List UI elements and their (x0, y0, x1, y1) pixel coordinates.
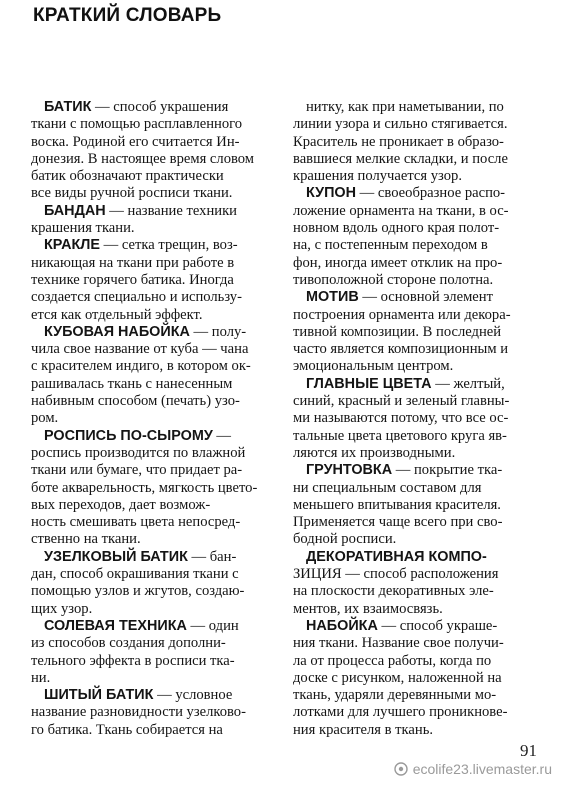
glossary-entry (31, 428, 271, 549)
definition-text: го батика. Ткань собирается на (31, 721, 223, 738)
entry-line (31, 514, 271, 531)
definition-text: — способ украше- (377, 617, 498, 634)
entry-line (293, 151, 540, 168)
definition-text: — своеобразное распо- (356, 185, 506, 202)
definition-text: помощью узлов и жгутов, создаю- (31, 583, 245, 600)
entry-line (31, 531, 271, 548)
watermark (394, 761, 552, 777)
entry-line (293, 653, 540, 670)
entry-line (31, 134, 271, 151)
entry-line (293, 531, 540, 548)
definition-text: ЗИЦИЯ — способ расположения (293, 566, 499, 583)
definition-text: на плоскости декоративных эле- (293, 583, 494, 600)
definition-text: ложение орнамента на ткани, в ос- (293, 202, 509, 219)
definition-text: ткани или бумаге, что придает ра- (31, 462, 243, 479)
definition-text: чила свое название от куба — чана (31, 341, 249, 358)
entry-line (31, 151, 271, 168)
entry-line (293, 358, 540, 375)
glossary-term: МОТИВ (306, 289, 359, 306)
entry-line (31, 618, 271, 635)
glossary-entry (31, 203, 271, 238)
definition-text: тивной композиции. В последней (293, 323, 502, 340)
glossary-term: НАБОЙКА (306, 617, 378, 634)
definition-text: вых переходов, дает возмож- (31, 496, 211, 513)
entry-line (31, 583, 271, 600)
glossary-entry (293, 99, 540, 185)
glossary-entry (31, 687, 271, 739)
definition-text: тельного эффекта в росписи тка- (31, 652, 235, 669)
entry-line (31, 687, 271, 704)
glossary-entry (31, 618, 271, 687)
entry-line (293, 549, 540, 566)
livemaster-logo-icon (394, 762, 408, 776)
entry-line (31, 462, 271, 479)
definition-text: все виды ручной росписи ткани. (31, 185, 233, 202)
definition-text: набивным способом (печать) узо- (31, 393, 240, 410)
definition-text: крашения получается узор. (293, 168, 462, 185)
glossary-entry (293, 462, 540, 548)
definition-text: — бан- (187, 548, 237, 565)
entry-line (31, 324, 271, 341)
entry-line (293, 670, 540, 687)
definition-text: построения орнамента или декора- (293, 306, 511, 323)
entry-line (31, 410, 271, 427)
entry-line (293, 722, 540, 739)
definition-text: ми называются потому, что все ос- (293, 410, 509, 427)
definition-text: донезия. В настоящее время словом (31, 150, 255, 167)
entry-line (293, 203, 540, 220)
page-heading: КРАТКИЙ СЛОВАРЬ (33, 5, 222, 26)
glossary-entry (293, 618, 540, 739)
entry-line (293, 289, 540, 306)
definition-text: новном вдоль одного края полот- (293, 220, 500, 237)
definition-text: — название техники (105, 202, 237, 219)
definition-text: — желтый, (431, 375, 505, 392)
entry-line (293, 116, 540, 133)
entry-line (293, 168, 540, 185)
glossary-entry (293, 376, 540, 462)
entry-line (31, 289, 271, 306)
definition-text: боте акварельность, мягкость цвето- (31, 479, 258, 496)
definition-text: меньшего впитывания красителя. (293, 496, 501, 513)
entry-line (293, 237, 540, 254)
entry-line (31, 376, 271, 393)
entry-line (293, 341, 540, 358)
glossary-term: КРАКЛЕ (44, 237, 100, 254)
definition-text: доске с рисунком, наложенной на (293, 669, 502, 686)
definition-text: название разновидности узелково- (31, 704, 246, 721)
entry-line (31, 99, 271, 116)
glossary-entry (31, 324, 271, 428)
glossary-term: РОСПИСЬ ПО-СЫРОМУ (44, 427, 213, 444)
entry-line (293, 376, 540, 393)
entry-line (293, 445, 540, 462)
entry-line (31, 722, 271, 739)
definition-text: дан, способ окрашивания ткани с (31, 566, 239, 583)
entry-line (293, 601, 540, 618)
entry-line (293, 462, 540, 479)
definition-text: ется как отдельный эффект. (31, 306, 203, 323)
glossary-entry (293, 185, 540, 289)
glossary-term: УЗЕЛКОВЫЙ БАТИК (44, 548, 188, 565)
page-number: 91 (520, 741, 537, 760)
glossary-entry (293, 549, 540, 618)
definition-text: линии узора и сильно стягивается. (293, 116, 508, 133)
entry-line (293, 220, 540, 237)
definition-text: эмоциональным центром. (293, 358, 454, 375)
definition-text: технике горячего батика. Иногда (31, 271, 234, 288)
entry-line (293, 307, 540, 324)
definition-text: — полу- (189, 323, 247, 340)
entry-line (31, 220, 271, 237)
entry-line (293, 704, 540, 721)
definition-text: — покрытие тка- (392, 462, 503, 479)
watermark-text: ecolife23.livemaster.ru (412, 761, 552, 777)
entry-line (31, 185, 271, 202)
definition-text: — сетка трещин, воз- (100, 237, 238, 254)
entry-line (31, 601, 271, 618)
definition-text: вавшиеся мелкие складки, и после (293, 150, 508, 167)
definition-text: ром. (31, 410, 59, 427)
entry-line (31, 428, 271, 445)
entry-line (293, 566, 540, 583)
entry-line (31, 168, 271, 185)
entry-line (293, 687, 540, 704)
glossary-entry (31, 549, 271, 618)
entry-line (293, 514, 540, 531)
entry-line (293, 618, 540, 635)
entry-line (31, 116, 271, 133)
entry-line (31, 445, 271, 462)
entry-line (31, 670, 271, 687)
entry-line (293, 255, 540, 272)
entry-line (31, 704, 271, 721)
definition-text: бодной росписи. (293, 531, 397, 548)
definition-text: — способ украшения (91, 99, 229, 115)
entry-line (31, 237, 271, 254)
definition-text: на, с постепенным переходом в (293, 237, 488, 254)
entry-line (31, 393, 271, 410)
entry-line (31, 653, 271, 670)
definition-text: воска. Родиной его считается Ин- (31, 133, 240, 150)
entry-line (293, 480, 540, 497)
definition-text: ность смешивать цвета непосред- (31, 514, 241, 531)
entry-line (31, 635, 271, 652)
entry-line (31, 307, 271, 324)
definition-text: ния ткани. Название свое получи- (293, 635, 504, 652)
glossary-entry (31, 99, 271, 203)
entry-line (31, 497, 271, 514)
entry-line (293, 185, 540, 202)
definition-text: Краситель не проникает в образо- (293, 133, 504, 150)
definition-text: ния красителя в ткань. (293, 721, 434, 738)
glossary-term: КУПОН (306, 185, 357, 202)
entry-line (293, 428, 540, 445)
definition-text: — один (186, 617, 239, 634)
definition-text: никающая на ткани при работе в (31, 254, 235, 271)
glossary-term: СОЛЕВАЯ ТЕХНИКА (44, 617, 187, 634)
entry-line (293, 272, 540, 289)
definition-text: щих узор. (31, 600, 93, 617)
definition-text: — основной элемент (358, 289, 493, 306)
definition-text: нитку, как при наметывании, по (306, 99, 504, 115)
definition-text: с красителем индиго, в котором ок- (31, 358, 251, 375)
definition-text: лотками для лучшего проникнове- (293, 704, 508, 721)
entry-line (293, 99, 540, 116)
definition-text: роспись производится по влажной (31, 444, 246, 461)
definition-text: — (212, 427, 232, 444)
entry-line (31, 255, 271, 272)
glossary-entry (31, 237, 271, 323)
definition-text: Применяется чаще всего при сво- (293, 514, 503, 531)
definition-text: тальные цвета цветового круга яв- (293, 427, 507, 444)
glossary-entry (293, 289, 540, 375)
definition-text: синий, красный и зеленый главны- (293, 393, 510, 410)
definition-text: ла от процесса работы, когда по (293, 652, 492, 669)
definition-text: ментов, их взаимосвязь. (293, 600, 443, 617)
entry-line (31, 203, 271, 220)
entry-line (293, 635, 540, 652)
definition-text: ственно на ткани. (31, 531, 141, 548)
entry-line (31, 480, 271, 497)
definition-text: — условное (153, 687, 233, 704)
entry-line (31, 358, 271, 375)
glossary-term: БАНДАН (44, 202, 106, 219)
definition-text: ни специальным составом для (293, 479, 482, 496)
definition-text: фон, иногда имеет отклик на про- (293, 254, 503, 271)
glossary-term: БАТИК (44, 99, 92, 115)
definition-text: часто является композиционным и (293, 341, 509, 358)
definition-text: тивоположной стороне полотна. (293, 271, 494, 288)
entry-line (293, 410, 540, 427)
glossary-right-column (293, 99, 540, 739)
glossary-term: ШИТЫЙ БАТИК (44, 687, 154, 704)
definition-text: из способов создания дополни- (31, 635, 226, 652)
entry-line (31, 341, 271, 358)
entry-line (31, 272, 271, 289)
definition-text: ни. (31, 669, 51, 686)
entry-line (293, 583, 540, 600)
entry-line (293, 393, 540, 410)
definition-text: крашения ткани. (31, 220, 135, 237)
definition-text: рашивалась ткань с нанесенным (31, 375, 233, 392)
entry-line (31, 549, 271, 566)
entry-line (293, 497, 540, 514)
glossary-term: ГЛАВНЫЕ ЦВЕТА (306, 375, 432, 392)
glossary-term: КУБОВАЯ НАБОЙКА (44, 323, 190, 340)
definition-text: создается специально и использу- (31, 289, 242, 306)
glossary-term: ДЕКОРАТИВНАЯ КОМПО- (306, 548, 487, 565)
definition-text: ляются их производными. (293, 444, 456, 461)
glossary-term: ГРУНТОВКА (306, 462, 393, 479)
entry-line (293, 134, 540, 151)
definition-text: ткани с помощью расплавленного (31, 116, 243, 133)
entry-line (293, 324, 540, 341)
definition-text: ткань, ударяли деревянными мо- (293, 687, 497, 704)
glossary-left-column (31, 99, 271, 739)
entry-line (31, 566, 271, 583)
definition-text: батик обозначают практически (31, 168, 224, 185)
